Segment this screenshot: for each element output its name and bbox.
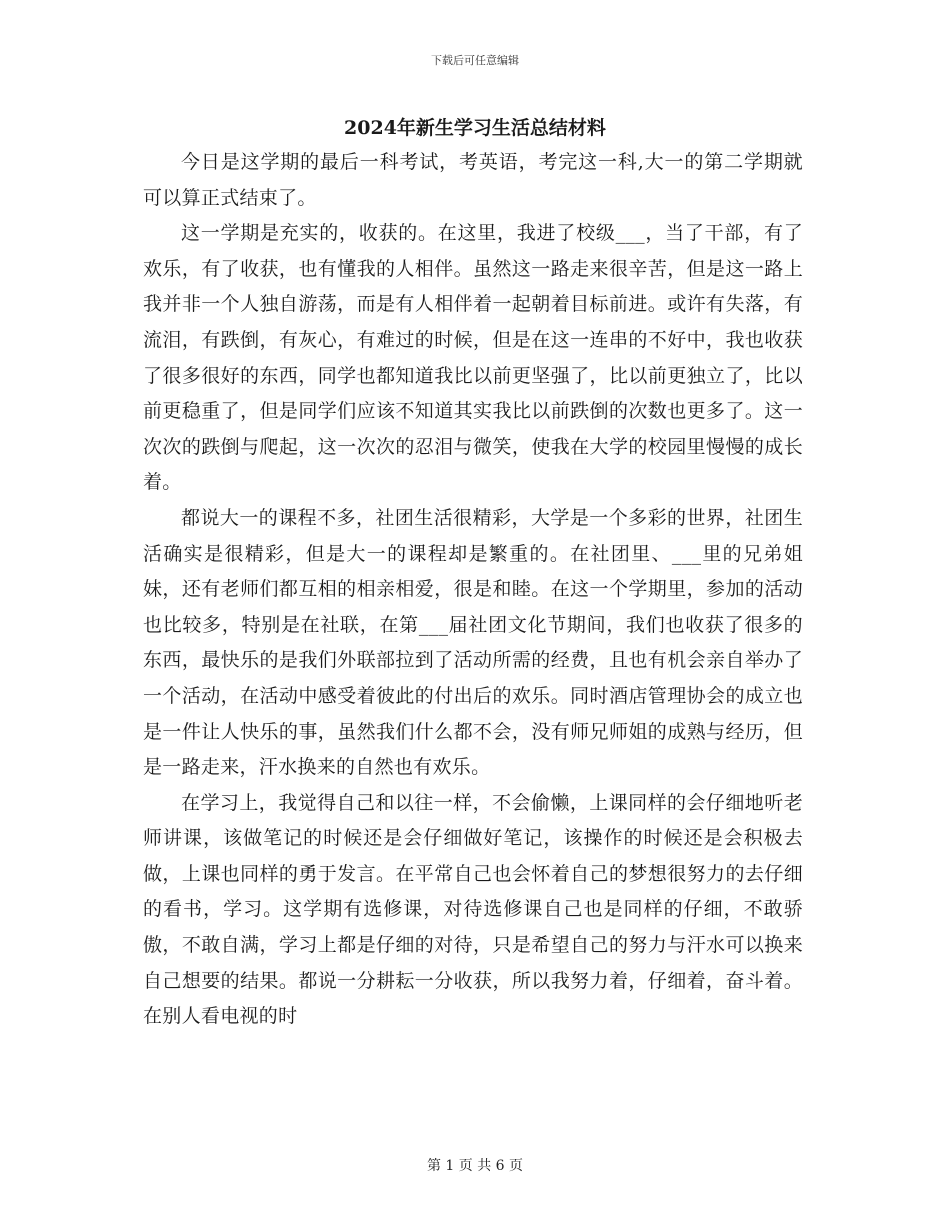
- paragraph-1: 今日是这学期的最后一科考试，考英语，考完这一科,大一的第二学期就可以算正式结束了。: [143, 151, 803, 209]
- paragraph-2: 这一学期是充实的，收获的。在这里，我进了校级___，当了干部，有了欢乐，有了收获，也有懂我的人相伴。虽然这一路走来很辛苦，但是这一路上我并非一个人独自游荡，而是有人相伴着一起朝着目标前进。或许有失落，有流泪，有跌倒，有灰心，有难过的时候，但是在这一连串的不好中，我也收获了很多很好的东西，同学也都知道我比以前更坚强了，比以前更独立了，比以前更稳重了，但是同学们应该不知道其实我比以前跌倒的次数也更多了。这一次次的跌倒与爬起，这一次次的忍泪与微笑，使我在大学的校园里慢慢的成长着。: [143, 222, 803, 494]
- document-title: 2024年新生学习生活总结材料: [344, 117, 606, 139]
- paragraph-3: 都说大一的课程不多，社团生活很精彩，大学是一个多彩的世界，社团生活确实是很精彩，但是大一的课程却是繁重的。在社团里、___里的兄弟姐妹，还有老师们都互相的相亲相爱，很是和睦。在这一个学期里，参加的活动也比较多，特别是在社联，在第___届社团文化节期间，我们也收获了很多的东西，最快乐的是我们外联部拉到了活动所需的经费，且也有机会亲自举办了一个活动，在活动中感受着彼此的付出后的欢乐。同时酒店管理协会的成立也是一件让人快乐的事，虽然我们什么都不会，没有师兄师姐的成熟与经历，但是一路走来，汗水换来的自然也有欢乐。: [143, 506, 803, 779]
- header-note: 下载后可任意编辑: [431, 54, 519, 67]
- paragraph-4: 在学习上，我觉得自己和以往一样，不会偷懒，上课同样的会仔细地听老师讲课，该做笔记的时候还是会仔细做好笔记，该操作的时候还是会积极去做，上课也同样的勇于发言。在平常自己也会怀着自己的梦想很努力的去仔细的看书，学习。这学期有选修课，对待选修课自己也是同样的仔细，不敢骄傲，不敢自满，学习上都是仔细的对待，只是希望自己的努力与汗水可以换来自己想要的结果。都说一分耕耘一分收获，所以我努力着，仔细着，奋斗着。在别人看电视的时: [143, 791, 803, 1028]
- document-body: [143, 145, 803, 1035]
- page-footer: 第 1 页 共 6 页: [426, 1158, 524, 1174]
